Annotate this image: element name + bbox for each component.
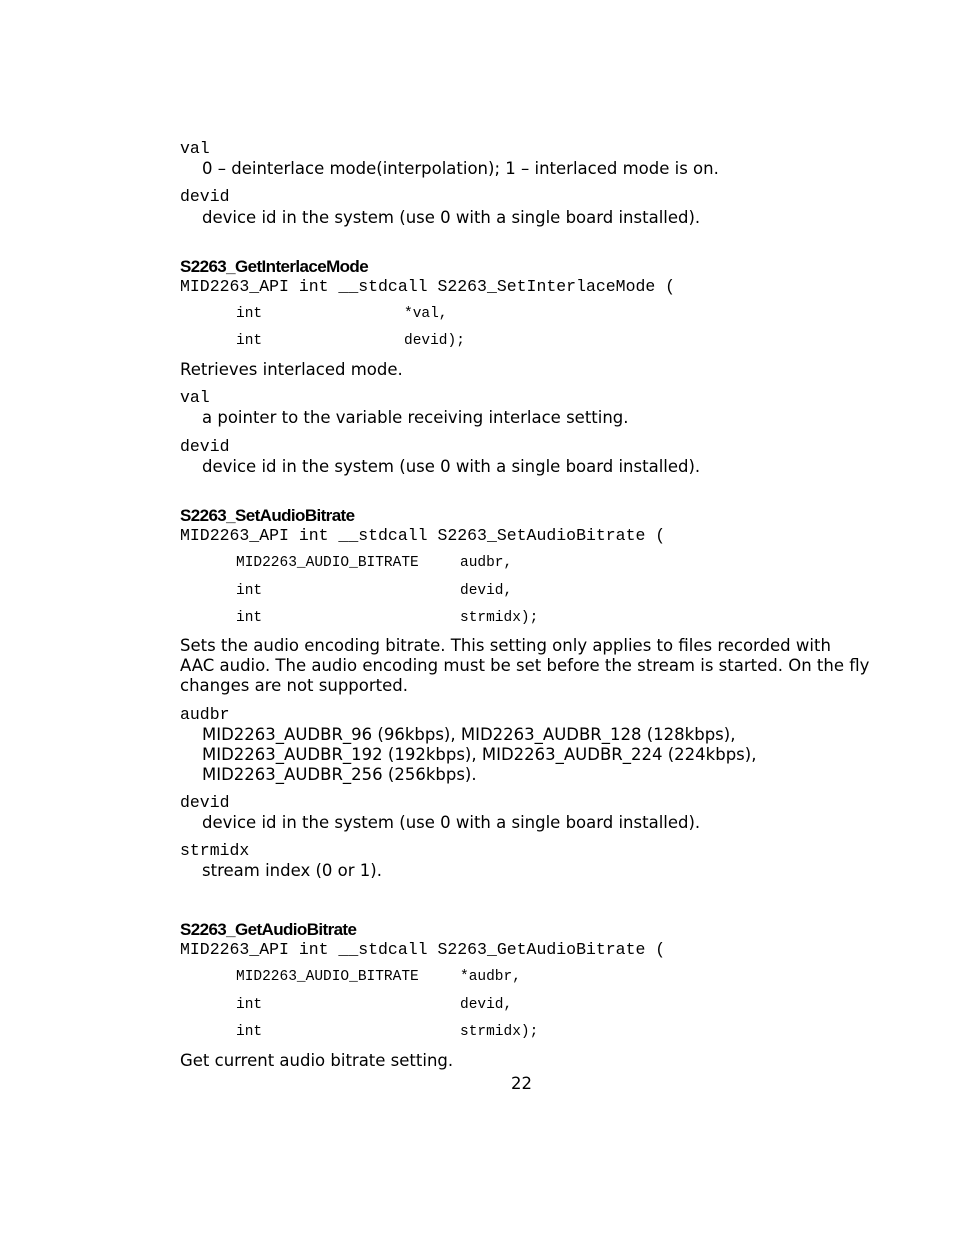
function-description: Sets the audio encoding bitrate. This setting only applies to files recorded with AAC audio. The audio encoding must be set before the stream is started. On the fly changes are not supported. <box>180 636 870 695</box>
page-number: 22 <box>511 1074 532 1093</box>
param-devid: devid <box>180 793 230 812</box>
arg-name: devid, <box>460 997 513 1013</box>
param-devid: devid <box>180 187 230 206</box>
arg-type: int <box>236 1024 263 1040</box>
arg-type: MID2263_AUDIO_BITRATE <box>236 555 419 571</box>
arg-name: *val, <box>404 306 448 322</box>
param-devid-description: device id in the system (use 0 with a single board installed). <box>202 813 701 832</box>
param-devid-description: device id in the system (use 0 with a single board installed). <box>202 457 701 476</box>
arg-type: int <box>236 306 263 322</box>
arg-type: int <box>236 610 263 626</box>
param-audbr: audbr <box>180 705 230 724</box>
arg-name: *audbr, <box>460 969 521 985</box>
arg-name: devid); <box>404 333 465 349</box>
function-description: Retrieves interlaced mode. <box>180 360 403 379</box>
function-description: Get current audio bitrate setting. <box>180 1051 454 1070</box>
arg-type: MID2263_AUDIO_BITRATE <box>236 969 419 985</box>
arg-name: audbr, <box>460 555 513 571</box>
arg-name: strmidx); <box>460 1024 539 1040</box>
section-title-get-audio-bitrate: S2263_GetAudioBitrate <box>180 920 357 939</box>
param-strmidx: strmidx <box>180 841 250 860</box>
arg-type: int <box>236 583 263 599</box>
arg-type: int <box>236 997 263 1013</box>
param-strmidx-description: stream index (0 or 1). <box>202 861 382 880</box>
section-title-get-interlace-mode: S2263_GetInterlaceMode <box>180 257 369 276</box>
section-title-set-audio-bitrate: S2263_SetAudioBitrate <box>180 506 355 525</box>
arg-name: strmidx); <box>460 610 539 626</box>
arg-type: int <box>236 333 263 349</box>
param-audbr-description-line: MID2263_AUDBR_96 (96kbps), MID2263_AUDBR_128 (128kbps), <box>202 725 736 744</box>
function-signature: MID2263_API int __stdcall S2263_SetInterlaceMode ( <box>180 277 676 296</box>
arg-name: devid, <box>460 583 513 599</box>
param-devid: devid <box>180 437 230 456</box>
param-audbr-description-line: MID2263_AUDBR_192 (192kbps), MID2263_AUDBR_224 (224kbps), <box>202 745 757 764</box>
function-signature: MID2263_API int __stdcall S2263_GetAudioBitrate ( <box>180 940 666 959</box>
param-val-description: a pointer to the variable receiving interlace setting. <box>202 408 629 427</box>
param-devid-description: device id in the system (use 0 with a single board installed). <box>202 208 701 227</box>
function-signature: MID2263_API int __stdcall S2263_SetAudioBitrate ( <box>180 526 666 545</box>
param-val-description: 0 – deinterlace mode(interpolation); 1 – interlaced mode is on. <box>202 159 719 178</box>
param-val: val <box>180 139 210 158</box>
param-val: val <box>180 388 210 407</box>
param-audbr-description-line: MID2263_AUDBR_256 (256kbps). <box>202 765 477 784</box>
